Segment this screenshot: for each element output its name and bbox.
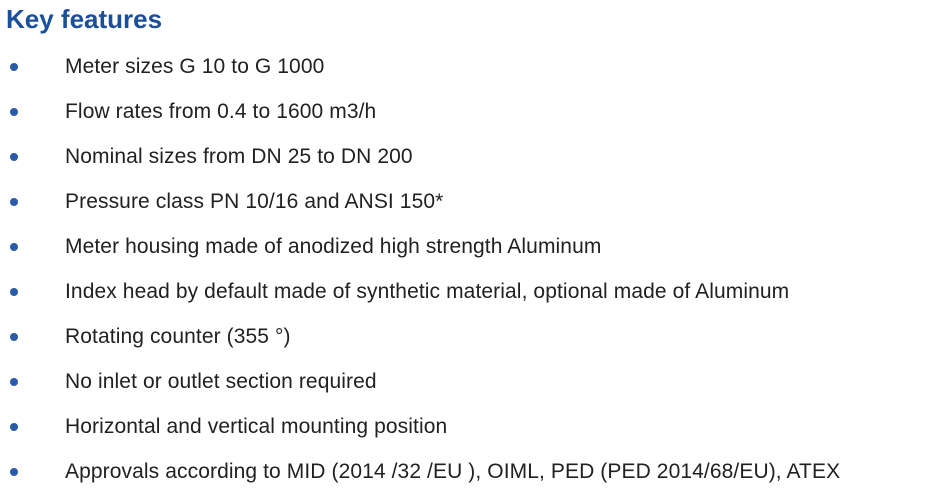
feature-text: Approvals according to MID (2014 /32 /EU ), OIML, PED (PED 2014/68/EU), ATEX (65, 459, 841, 483)
feature-text: Horizontal and vertical mounting position (65, 414, 448, 438)
features-list (0, 44, 950, 494)
feature-item (0, 179, 950, 224)
bullet-icon (10, 468, 18, 476)
feature-text: No inlet or outlet section required (65, 369, 377, 393)
feature-text: Meter housing made of anodized high strength Aluminum (65, 234, 602, 258)
feature-text: Rotating counter (355 °) (65, 324, 291, 348)
document-page (0, 4, 950, 501)
bullet-icon (10, 378, 18, 386)
feature-item (0, 269, 950, 314)
bullet-icon (10, 63, 18, 71)
feature-item (0, 44, 950, 89)
feature-item (0, 359, 950, 404)
bullet-icon (10, 198, 18, 206)
feature-item (0, 134, 950, 179)
feature-text: Flow rates from 0.4 to 1600 m3/h (65, 99, 377, 123)
bullet-icon (10, 108, 18, 116)
feature-item (0, 314, 950, 359)
feature-item (0, 89, 950, 134)
bullet-icon (10, 243, 18, 251)
feature-text: Meter sizes G 10 to G 1000 (65, 54, 325, 78)
feature-text: Pressure class PN 10/16 and ANSI 150* (65, 189, 444, 213)
bullet-icon (10, 333, 18, 341)
feature-text: Nominal sizes from DN 25 to DN 200 (65, 144, 413, 168)
bullet-icon (10, 423, 18, 431)
bullet-icon (10, 288, 18, 296)
page-title: Key features (6, 4, 163, 34)
feature-item (0, 404, 950, 449)
feature-item (0, 224, 950, 269)
bullet-icon (10, 153, 18, 161)
feature-text: Index head by default made of synthetic material, optional made of Aluminum (65, 279, 790, 303)
feature-item (0, 449, 950, 494)
